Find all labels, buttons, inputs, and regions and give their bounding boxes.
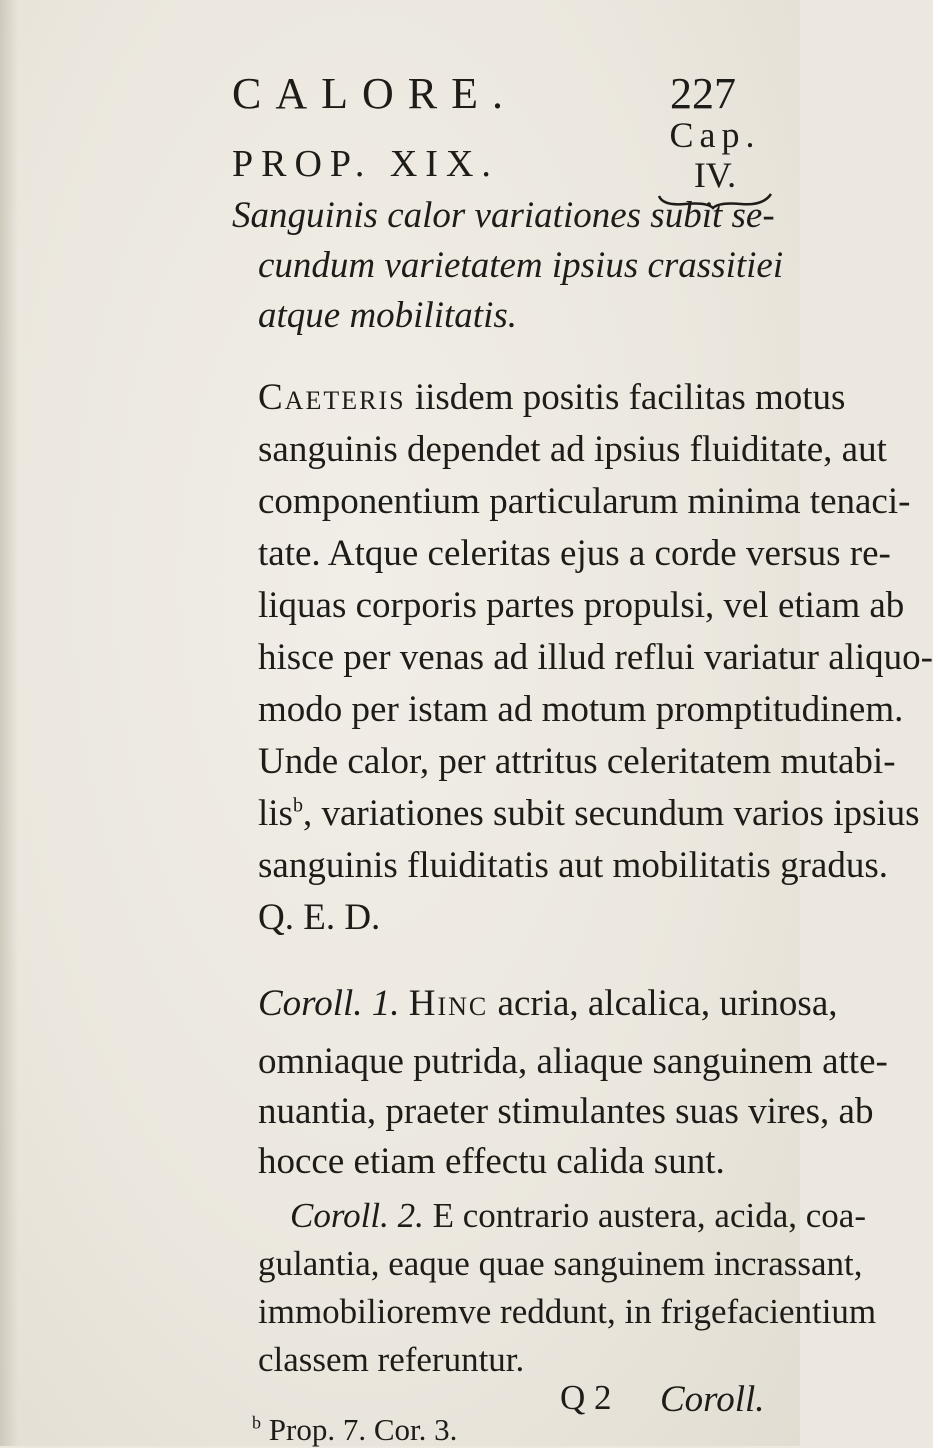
footnote-ref: b — [292, 794, 303, 817]
corollary-line: omniaque putrida, aliaque sanguinem atte- — [258, 1041, 888, 1082]
paragraph-line: sanguinis dependet ad ipsius fluiditate, aut — [258, 429, 887, 470]
corollary-2-line: gulantia, eaque quae sanguinem incrassant, — [258, 1244, 863, 1283]
proposition-heading: PROP. XIX. — [232, 143, 499, 185]
qed-line: Q. E. D. — [258, 897, 381, 938]
corollary-2-line: immobilioremve reddunt, in frigefacientium — [258, 1292, 877, 1331]
paragraph-line: lis$^b$, variationes subit secundum varios ipsius — [258, 793, 920, 834]
statement-line: Sanguinis calor variationes subit se- — [232, 195, 775, 236]
corollary-2-first-line: Coroll. 2. E contrario austera, acida, coa- — [290, 1196, 866, 1235]
dropword: Caeteris — [258, 377, 406, 418]
corollary-line: hocce etiam effectu calida sunt. — [258, 1141, 725, 1182]
page-number: 227 — [670, 69, 736, 118]
chapter-number: IV. — [693, 155, 737, 195]
catchword: Coroll. — [660, 1379, 765, 1420]
corollary-label: Coroll. 2. — [290, 1196, 424, 1235]
signature-mark: Q 2 — [560, 1378, 612, 1417]
paragraph-line: liquas corporis partes propulsi, vel etiam ab — [258, 585, 905, 626]
running-head: CALORE. — [232, 69, 517, 118]
paragraph-line: Caeteris iisdem positis facilitas motus — [258, 377, 846, 418]
paragraph-line: hisce per venas ad illud reflui variatur aliquo- — [258, 637, 933, 678]
corollary-line: nuantia, praeter stimulantes suas vires, ab — [258, 1091, 874, 1132]
corollary-first-line: Coroll. 1. Hinc acria, alcalica, urinosa, — [258, 983, 838, 1024]
footnote-marker: b — [252, 1412, 261, 1433]
paragraph-line: tate. Atque celeritas ejus a corde versus re- — [258, 533, 891, 574]
corollary-2-line: classem referuntur. — [258, 1340, 525, 1379]
paragraph-line: sanguinis fluiditatis aut mobilitatis gradus. — [258, 845, 888, 886]
chapter-label: Cap. — [669, 115, 761, 155]
paragraph-line: componentium particularum minima tenaci- — [258, 481, 911, 522]
paragraph-line: modo per istam ad motum promptitudinem. — [258, 689, 904, 730]
statement-line: cundum varietatem ipsius crassitiei — [258, 245, 784, 286]
corollary-label: Coroll. 1. — [258, 983, 400, 1024]
statement-line: atque mobilitatis. — [258, 295, 517, 336]
paragraph-line: Unde calor, per attritus celeritatem mutabi- — [258, 741, 896, 782]
footnote: $^b$ Prop. 7. Cor. 3. — [252, 1412, 458, 1447]
